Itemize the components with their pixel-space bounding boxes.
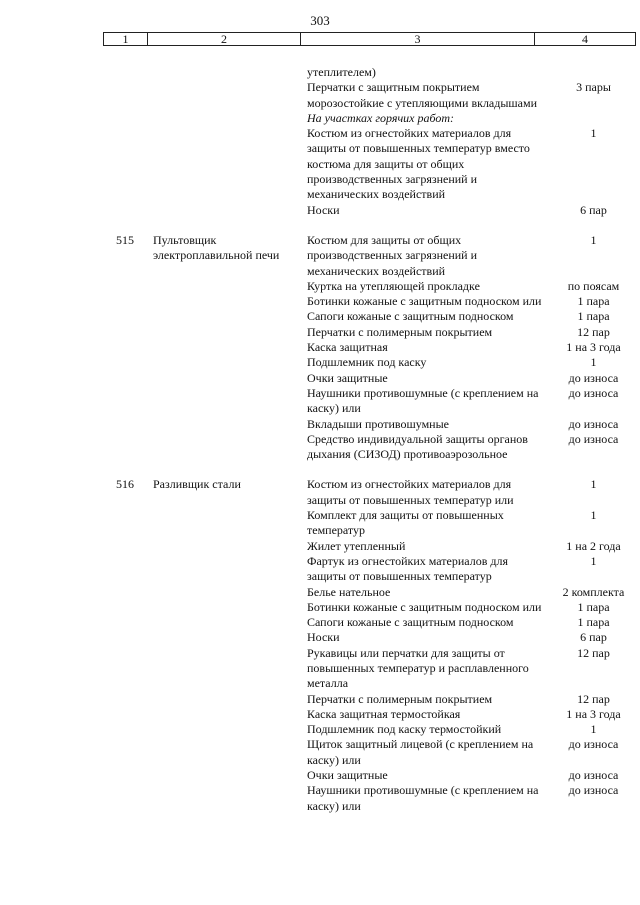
- item-name: Щиток защитный лицевой (с креплением на каску) или: [307, 737, 534, 767]
- item-name: утеплителем): [307, 65, 376, 79]
- header-col-3: 3: [301, 33, 535, 45]
- table-row: [0, 294, 640, 309]
- item-qty: 1: [590, 722, 597, 737]
- item-name: Наушники противошумные (с креплением на каску) или: [307, 385, 539, 416]
- item-qty: до износа: [568, 385, 619, 400]
- item-qty: 1 пара: [577, 294, 610, 309]
- profession-name: Разливщик стали: [153, 477, 241, 492]
- entry-515: [0, 233, 640, 462]
- item-name: Перчатки с полимерным покрытием: [307, 691, 493, 706]
- table-row: [0, 355, 640, 370]
- table-body: [0, 65, 640, 814]
- item-qty: до износа: [568, 737, 619, 752]
- table-row: [0, 233, 640, 279]
- item-qty: 3 пары: [576, 80, 611, 95]
- header-col-1: 1: [104, 33, 148, 45]
- table-row: [0, 325, 640, 340]
- item-name: Перчатки с полимерным покрытием: [307, 324, 493, 339]
- entry-number: 516: [116, 477, 134, 492]
- item-qty: 6 пар: [580, 630, 607, 645]
- table-row: [0, 203, 640, 218]
- table-row: [0, 554, 640, 585]
- item-qty: [547, 111, 640, 126]
- item-qty: 1: [590, 126, 597, 141]
- table-row: [0, 111, 640, 126]
- item-qty: 1 пара: [577, 599, 610, 614]
- item-qty: 1: [590, 232, 597, 247]
- table-row: [0, 508, 640, 539]
- item-name: Куртка на утепляющей прокладке: [307, 278, 480, 293]
- table-row: [0, 371, 640, 386]
- item-name: Подшлемник под каску термостойкий: [307, 722, 502, 737]
- table-row: [0, 615, 640, 630]
- item-name: Фартук из огнестойких материалов для защиты от повышенных температур: [307, 553, 508, 584]
- item-qty: 12 пар: [577, 691, 610, 706]
- item-name: Сапоги кожаные с защитным подноском: [307, 309, 514, 324]
- item-qty: до износа: [568, 768, 619, 783]
- item-name: Носки: [307, 202, 340, 217]
- profession-name: Пультовщик электроплавильной печи: [153, 232, 280, 263]
- item-name: Костюм из огнестойких материалов для защиты от повышенных температур вместо костюма для защиты от общих производственных загрязнений и механических воздействий: [307, 126, 530, 202]
- item-name: Сапоги кожаные с защитным подноском: [307, 615, 514, 630]
- item-name: Ботинки кожаные с защитным подноском или: [307, 599, 542, 614]
- table-row: [0, 417, 640, 432]
- table-row: [0, 386, 640, 417]
- item-name: Очки защитные: [307, 370, 388, 385]
- item-name: Рукавицы или перчатки для защиты от повышенных температур и расплавленного металла: [307, 645, 529, 691]
- item-qty: [547, 65, 640, 80]
- item-name: Перчатки с защитным покрытием морозостойкие с утепляющими вкладышами: [307, 80, 538, 110]
- item-name: Вкладыши противошумные: [307, 416, 449, 431]
- table-row: [0, 768, 640, 783]
- section-note: На участках горячих работ:: [307, 110, 455, 125]
- item-name: Очки защитные: [307, 768, 388, 783]
- item-name: Костюм для защиты от общих производственных загрязнений и механических воздействий: [307, 232, 478, 278]
- item-name: Ботинки кожаные с защитным подноском или: [307, 294, 542, 309]
- item-qty: 12 пар: [577, 324, 610, 339]
- table-row: [0, 722, 640, 737]
- item-qty: 1: [590, 553, 597, 568]
- item-qty: 1 пара: [577, 615, 610, 630]
- entry-516: [0, 477, 640, 814]
- header-col-2: 2: [148, 33, 301, 45]
- item-name: Средство индивидуальной защиты органов дыхания (СИЗОД) противоаэрозольное: [307, 431, 528, 462]
- item-name: Комплект для защиты от повышенных температур: [307, 508, 504, 538]
- header-col-4: 4: [582, 32, 588, 46]
- item-qty: 1 на 3 года: [566, 340, 621, 355]
- table-row: [0, 646, 640, 692]
- table-row: [0, 737, 640, 768]
- item-qty: 1: [590, 355, 597, 370]
- item-name: Белье нательное: [307, 584, 391, 599]
- table-row: [0, 80, 640, 111]
- item-qty: 1: [590, 477, 597, 492]
- item-name: Каска защитная: [307, 340, 388, 355]
- table-header: [103, 32, 636, 46]
- table-row: [0, 279, 640, 294]
- item-name: Подшлемник под каску: [307, 355, 427, 370]
- item-qty: 1: [590, 508, 597, 523]
- item-qty: 6 пар: [580, 202, 607, 217]
- item-qty: до износа: [568, 783, 619, 798]
- table-row: [0, 630, 640, 645]
- item-name: Наушники противошумные (с креплением на каску) или: [307, 783, 539, 813]
- table-row: [0, 477, 640, 508]
- item-qty: 1 на 3 года: [566, 706, 621, 721]
- table-row: [0, 309, 640, 324]
- table-row: [0, 340, 640, 355]
- table-row: [0, 600, 640, 615]
- item-qty: до износа: [568, 431, 619, 446]
- table-row: [0, 783, 640, 814]
- item-qty: до износа: [568, 370, 619, 385]
- table-row: [0, 432, 640, 463]
- entry-number: 515: [116, 232, 134, 247]
- table-row: [0, 539, 640, 554]
- item-qty: 1 на 2 года: [566, 538, 621, 553]
- item-name: Носки: [307, 630, 340, 645]
- item-qty: 12 пар: [577, 645, 610, 660]
- table-row: [0, 692, 640, 707]
- page-number: 303: [310, 13, 330, 28]
- table-row: [0, 707, 640, 722]
- item-qty: до износа: [568, 416, 619, 431]
- item-qty: 1 пара: [577, 309, 610, 324]
- item-qty: по поясам: [567, 278, 620, 293]
- item-qty: 2 комплекта: [562, 584, 625, 599]
- item-name: Костюм из огнестойких материалов для защиты от повышенных температур или: [307, 477, 514, 507]
- table-row: [0, 126, 640, 202]
- table-row: [0, 65, 640, 80]
- item-name: Жилет утепленный: [307, 538, 406, 553]
- table-row: [0, 585, 640, 600]
- item-name: Каска защитная термостойкая: [307, 706, 461, 721]
